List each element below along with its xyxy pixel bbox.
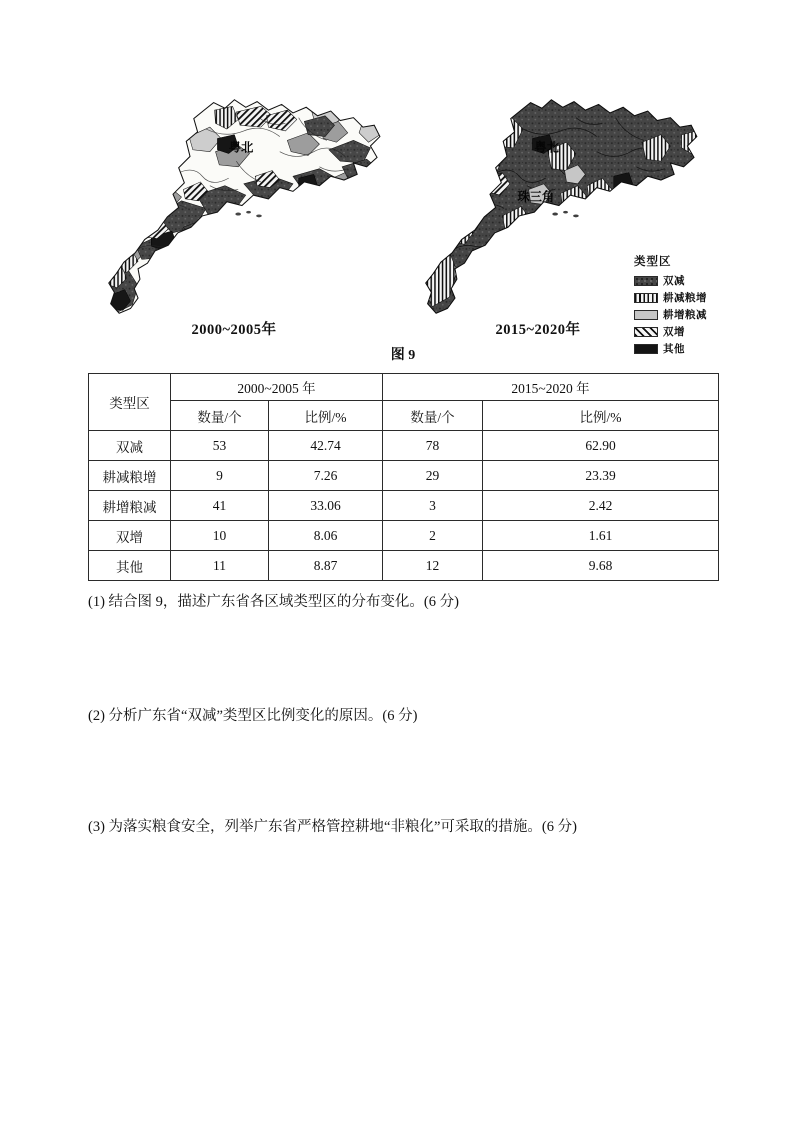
figure-9-maps	[88, 95, 718, 355]
question-2: (2) 分析广东省“双减”类型区比例变化的原因。(6 分)	[88, 707, 418, 724]
map-block-2015-2020	[398, 95, 718, 355]
legend-item-gengzeng: 耕增粮减	[634, 307, 720, 322]
map-legend	[634, 253, 720, 358]
table-header-periods	[89, 374, 719, 401]
legend-swatch-light-gray	[634, 310, 658, 320]
legend-title: 类型区	[634, 256, 672, 268]
legend-item-shuangjian: 双减	[634, 273, 720, 288]
table-row: 双增 10 8.06 2 1.61	[89, 521, 719, 551]
table-header-subcolumns	[89, 401, 719, 431]
map-2000-2005	[88, 95, 394, 317]
legend-swatch-vertical-stripes	[634, 293, 658, 303]
corner-header: 类型区	[89, 374, 171, 431]
question-3: (3) 为落实粮食安全，列举广东省严格管控耕地“非粮化”可采取的措施。(6 分)	[88, 819, 577, 836]
period-header-2015-2020: 2015~2020 年	[383, 374, 719, 401]
figure-caption: 图 9	[390, 348, 416, 363]
legend-swatch-solid-black	[634, 344, 658, 354]
table-row: 其他 11 8.87 12 9.68	[89, 551, 719, 581]
region-label-yuebei: 粤北	[228, 140, 254, 155]
subheader-count-1: 数量/个	[171, 401, 269, 431]
legend-item-gengjian: 耕减粮增	[634, 290, 720, 305]
region-label-yuebei: 粤北	[534, 140, 559, 155]
map-2000-2005-fills	[95, 95, 388, 317]
table-row: 双减 53 42.74 78 62.90	[89, 431, 719, 461]
legend-swatch-diagonal-stripes	[634, 327, 658, 337]
map-caption-2015-2020: 2015~2020年	[495, 322, 581, 338]
islands	[235, 211, 261, 218]
type-region-table	[88, 373, 719, 581]
table-row: 耕减粮增 9 7.26 29 23.39	[89, 461, 719, 491]
subheader-ratio-2: 比例/%	[483, 401, 719, 431]
legend-item-shuangzeng: 双增	[634, 324, 720, 339]
legend-item-qita: 其他	[634, 341, 720, 356]
map-block-2000-2005	[88, 95, 394, 339]
period-header-2000-2005: 2000~2005 年	[171, 374, 383, 401]
table-row: 耕增粮减 41 33.06 3 2.42	[89, 491, 719, 521]
map-caption-2000-2005: 2000~2005年	[191, 322, 277, 338]
islands	[552, 211, 578, 218]
subheader-count-2: 数量/个	[383, 401, 483, 431]
region-label-zhusanjiao: 珠三角	[517, 189, 555, 204]
legend-swatch-dark-textured	[634, 276, 658, 286]
subheader-ratio-1: 比例/%	[269, 401, 383, 431]
question-1: (1) 结合图 9，描述广东省各区域类型区的分布变化。(6 分)	[88, 594, 459, 610]
